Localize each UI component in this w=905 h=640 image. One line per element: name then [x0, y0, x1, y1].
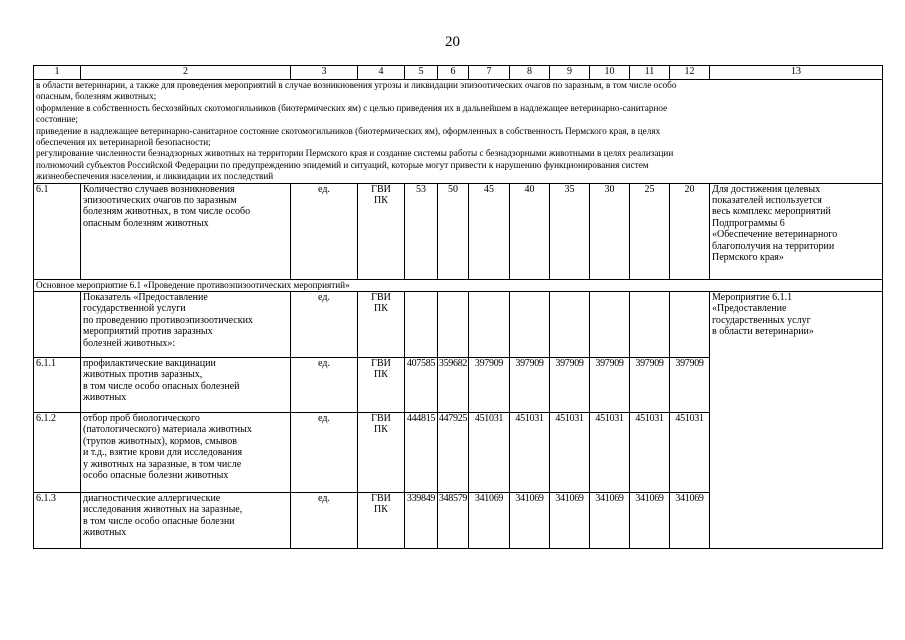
- intro-line: оформление в собственность бесхозяйных скотомогильников (биотермических ям) с целью приведения их в дальнейшем в надлежащее ветеринарно-санитарное: [36, 102, 668, 113]
- name-line: животных: [83, 392, 127, 404]
- col-header: 4: [358, 66, 405, 80]
- executor-line: ГВИ: [371, 292, 391, 304]
- name-line: болезням животных, в том числе особо: [83, 206, 251, 218]
- name-line: (патологического) материала животных: [83, 424, 252, 436]
- row-number: [34, 292, 81, 358]
- executor-line: ГВИ: [371, 493, 391, 505]
- note-line: показателей используется: [712, 195, 822, 207]
- intro-line: обеспечения их ветеринарной безопасности;: [36, 137, 211, 148]
- note-line: весь комплекс мероприятий: [712, 206, 831, 218]
- intro-line: состояние;: [36, 114, 78, 125]
- indicators-table: [33, 65, 883, 549]
- name-line: мероприятий против заразных: [83, 326, 213, 338]
- row-number: 6.1: [34, 183, 81, 279]
- name-line: диагностические аллергические: [83, 493, 221, 505]
- col-header: 3: [291, 66, 358, 80]
- row-number: 6.1.2: [34, 413, 81, 493]
- value-cell: 53: [405, 183, 438, 279]
- indicator-name: [81, 413, 291, 493]
- value-cell: 25: [630, 183, 670, 279]
- note-line: государственных услуг: [712, 314, 811, 326]
- value-cell: 40: [510, 183, 550, 279]
- value-cell: [469, 292, 510, 358]
- value-cell: [438, 292, 469, 358]
- value-cell: 451031: [630, 413, 670, 493]
- unit: ед.: [291, 413, 358, 493]
- name-line: особо опасные болезни животных: [83, 470, 229, 482]
- col-header: 7: [469, 66, 510, 80]
- executor: [358, 413, 405, 493]
- value-cell: 444815: [405, 413, 438, 493]
- name-line: животных против заразных,: [83, 369, 203, 381]
- value-cell: 451031: [550, 413, 590, 493]
- name-line: (трупов животных), кормов, смывов: [83, 435, 237, 447]
- name-line: в том числе особо опасные болезни: [83, 515, 235, 527]
- unit: ед.: [291, 292, 358, 358]
- name-line: в том числе особо опасных болезней: [83, 380, 240, 392]
- value-cell: 451031: [590, 413, 630, 493]
- value-cell: 341069: [550, 493, 590, 549]
- note-line: Подпрограммы 6: [712, 217, 785, 229]
- col-header: 6: [438, 66, 469, 80]
- value-cell: [630, 292, 670, 358]
- col-header: 11: [630, 66, 670, 80]
- executor-line: ПК: [374, 369, 388, 381]
- value-cell: 45: [469, 183, 510, 279]
- executor-line: ПК: [374, 424, 388, 436]
- name-line: эпизоотических очагов по заразным: [83, 195, 237, 207]
- value-cell: [405, 292, 438, 358]
- value-cell: 407585: [405, 358, 438, 413]
- value-cell: 341069: [590, 493, 630, 549]
- executor: [358, 292, 405, 358]
- col-header: 12: [670, 66, 710, 80]
- name-line: государственной услуги: [83, 303, 186, 315]
- value-cell: 451031: [469, 413, 510, 493]
- name-line: Количество случаев возникновения: [83, 183, 235, 195]
- value-cell: [590, 292, 630, 358]
- table-row: [34, 292, 883, 358]
- value-cell: 397909: [469, 358, 510, 413]
- unit: ед.: [291, 183, 358, 279]
- value-cell: 451031: [670, 413, 710, 493]
- note-line: Пермского края»: [712, 252, 784, 264]
- col-header: 8: [510, 66, 550, 80]
- col-header: 5: [405, 66, 438, 80]
- value-cell: [550, 292, 590, 358]
- value-cell: 35: [550, 183, 590, 279]
- indicator-name: [81, 292, 291, 358]
- value-cell: 397909: [630, 358, 670, 413]
- value-cell: 341069: [630, 493, 670, 549]
- executor-line: ПК: [374, 195, 388, 207]
- page-number: 20: [445, 34, 460, 50]
- intro-line: приведение в надлежащее ветеринарно-санитарное состояние скотомогильников (биотермических ям), оформленных в собственность Пермского края, в целях: [36, 125, 661, 136]
- name-line: по проведению противоэпизоотических: [83, 314, 253, 326]
- note-line: «Предоставление: [712, 303, 787, 315]
- intro-line: полномочий субъектов Российской Федерации по предупреждению эпидемий и ситуаций, которые могут привести к нарушению функционирования систем: [36, 159, 649, 170]
- intro-row: [34, 80, 883, 184]
- name-line: опасным болезням животных: [83, 217, 209, 229]
- name-line: исследования животных на заразные,: [83, 504, 243, 516]
- value-cell: 341069: [469, 493, 510, 549]
- value-cell: 30: [590, 183, 630, 279]
- note-cell: [710, 292, 883, 549]
- executor-line: ГВИ: [371, 183, 391, 195]
- value-cell: 341069: [670, 493, 710, 549]
- name-line: животных: [83, 527, 127, 539]
- executor-line: ГВИ: [371, 413, 391, 425]
- name-line: отбор проб биологического: [83, 413, 200, 425]
- value-cell: 447925: [438, 413, 469, 493]
- value-cell: 341069: [510, 493, 550, 549]
- executor: [358, 183, 405, 279]
- main-event-title: Основное мероприятие 6.1 «Проведение противоэпизоотических мероприятий»: [34, 279, 883, 291]
- value-cell: 359682: [438, 358, 469, 413]
- intro-text: [34, 80, 883, 184]
- unit: ед.: [291, 358, 358, 413]
- intro-line: регулирование численности безнадзорных животных на территории Пермского края и создание системы работы с безнадзорными животными в целях реализации: [36, 148, 674, 159]
- executor-line: ПК: [374, 504, 388, 516]
- intro-line: опасным, болезням животных;: [36, 91, 157, 102]
- value-cell: 397909: [510, 358, 550, 413]
- unit: ед.: [291, 493, 358, 549]
- name-line: и т.д., взятие крови для исследования: [83, 447, 243, 459]
- name-line: Показатель «Предоставление: [83, 292, 208, 304]
- value-cell: [510, 292, 550, 358]
- col-header: 2: [81, 66, 291, 80]
- note-line: Мероприятие 6.1.1: [712, 292, 793, 304]
- note-line: Для достижения целевых: [712, 183, 821, 195]
- indicator-name: [81, 358, 291, 413]
- row-number: 6.1.3: [34, 493, 81, 549]
- note-cell: [710, 183, 883, 279]
- value-cell: 397909: [670, 358, 710, 413]
- intro-line: жизнеобеспечения населения, и ликвидации их последствий: [36, 171, 274, 182]
- executor-line: ПК: [374, 303, 388, 315]
- executor: [358, 493, 405, 549]
- row-number: 6.1.1: [34, 358, 81, 413]
- main-event-row: [34, 279, 883, 291]
- note-line: благополучия на территории: [712, 240, 835, 252]
- col-header: 10: [590, 66, 630, 80]
- value-cell: 20: [670, 183, 710, 279]
- indicator-name: [81, 493, 291, 549]
- name-line: у животных на заразные, в том числе: [83, 458, 242, 470]
- value-cell: 451031: [510, 413, 550, 493]
- intro-line: в области ветеринарии, а также для проведения мероприятий в случае возникновения угрозы и ликвидации эпизоотических очагов по заразным, в том числе особо: [36, 80, 677, 90]
- col-header: 9: [550, 66, 590, 80]
- value-cell: 339849: [405, 493, 438, 549]
- executor: [358, 358, 405, 413]
- value-cell: 397909: [550, 358, 590, 413]
- value-cell: 397909: [590, 358, 630, 413]
- indicator-name: [81, 183, 291, 279]
- note-line: в области ветеринарии»: [712, 326, 814, 338]
- value-cell: [670, 292, 710, 358]
- table-row: [34, 183, 883, 279]
- col-header: 1: [34, 66, 81, 80]
- note-line: «Обеспечение ветеринарного: [712, 229, 838, 241]
- executor-line: ГВИ: [371, 358, 391, 370]
- name-line: болезней животных»:: [83, 337, 176, 349]
- col-header: 13: [710, 66, 883, 80]
- value-cell: 50: [438, 183, 469, 279]
- column-number-row: [34, 66, 883, 80]
- name-line: профилактические вакцинации: [83, 358, 216, 370]
- value-cell: 348579: [438, 493, 469, 549]
